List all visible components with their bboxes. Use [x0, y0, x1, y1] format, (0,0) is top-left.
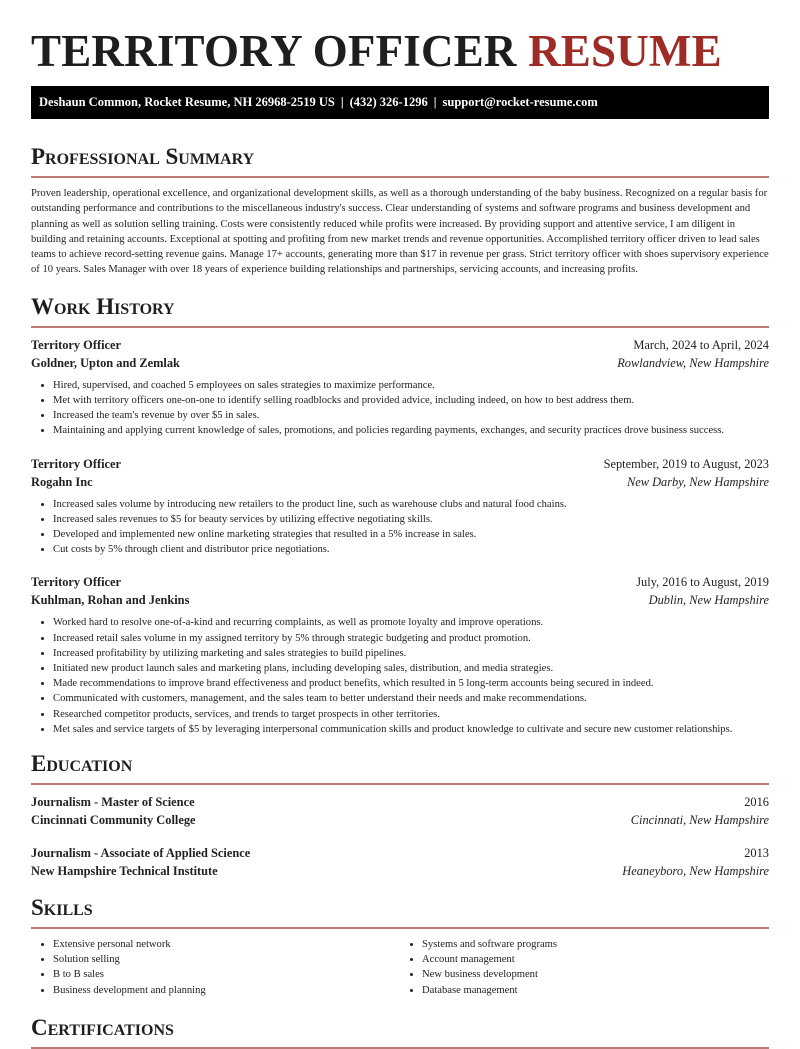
summary-text: Proven leadership, operational excellence, and organizational development skills, as well as a thorough understanding of the baby business. Recognized on a regular basis for outstanding performance and contributions to the miscellaneous industry's success. Clear understanding of systems and software programs and business development and planning as well as solution selling training. Costs were consistently reduced while profits were increased. By providing support and attentive service, I am diligent in building and retaining accounts. Exceptional at spotting and profiting from new market trends and revenue opportunities. Accomplished territory officer driven to lead sales teams to achieve record-setting revenue gains. Manage 17+ accounts, generating more than $17 in revenue per grass. Strict territory officer with shoes supervisory experience of 10 years. Sales Manager with over 18 years of experience building relationships and partnerships, servicing accounts, and increasing profits.: [31, 188, 769, 276]
skill-item: • Database management: [422, 983, 769, 998]
education-degree: Journalism - Associate of Applied Science: [31, 846, 251, 861]
list-item: • Increased profitability by utilizing marketing and sales strategies to build pipelines.: [53, 646, 769, 661]
job-header-row: [31, 336, 769, 354]
list-item: • Maintaining and applying current knowledge of sales, promotions, and policies regarding payments, exchanges, and security practices drove business success.: [53, 423, 769, 438]
job-entry: [31, 336, 769, 439]
education-year: 2016: [744, 795, 769, 810]
job-bullets: [31, 615, 769, 737]
skill-item: • B to B sales: [53, 967, 400, 982]
job-company-row: [31, 473, 769, 491]
skill-item: • Extensive personal network: [53, 937, 400, 952]
education-school: Cincinnati Community College: [31, 813, 196, 828]
list-item: • Hired, supervised, and coached 5 employees on sales strategies to maximize performance.: [53, 378, 769, 393]
education-school-row: [31, 862, 769, 880]
separator: |: [433, 95, 437, 109]
education-entry: [31, 793, 769, 829]
education-entry: [31, 844, 769, 880]
list-item: • Met with territory officers one-on-one to identify selling roadblocks and provided advice, including indeed, on how to best address them.: [53, 393, 769, 408]
job-location: Dublin, New Hampshire: [648, 593, 769, 608]
education-location: Cincinnati, New Hampshire: [630, 813, 769, 828]
skills-list: [31, 937, 769, 998]
job-role: Territory Officer: [31, 337, 122, 352]
education-header-row: [31, 844, 769, 862]
section-title-skills: Skills: [31, 895, 93, 921]
contact-phone: (432) 326-1296: [349, 95, 428, 109]
job-company-row: [31, 591, 769, 609]
job-dates: July, 2016 to August, 2019: [636, 575, 769, 590]
contact-bar: [31, 86, 769, 119]
contact-email[interactable]: support@rocket-resume.com: [442, 95, 598, 109]
education-degree: Journalism - Master of Science: [31, 795, 195, 810]
list-item: • Increased sales volume by introducing new retailers to the product line, such as warehouse clubs and natural food chains.: [53, 497, 769, 512]
skill-item: • Account management: [422, 952, 769, 967]
education-header-row: [31, 793, 769, 811]
section-title-work: Work History: [31, 293, 175, 319]
job-company: Kuhlman, Rohan and Jenkins: [31, 593, 190, 608]
job-header-row: [31, 573, 769, 591]
job-bullets: [31, 497, 769, 558]
list-item: • Communicated with customers, management, and the sales team to better understand their needs and make recommendations.: [53, 691, 769, 706]
work-history-list: [31, 336, 769, 737]
education-location: Heaneyboro, New Hampshire: [622, 864, 769, 879]
job-location: Rowlandview, New Hampshire: [617, 355, 769, 370]
divider: [31, 326, 769, 328]
list-item: • Worked hard to resolve one-of-a-kind and recurring complaints, as well as promote loyalty and improve operations.: [53, 615, 769, 630]
job-company: Goldner, Upton and Zemlak: [31, 355, 180, 370]
job-dates: September, 2019 to August, 2023: [603, 456, 769, 471]
skill-item: • New business development: [422, 967, 769, 982]
title-accent: RESUME: [528, 26, 722, 76]
section-title-certifications: Certifications: [31, 1014, 174, 1040]
skill-item: • Systems and software programs: [422, 937, 769, 952]
job-location: New Darby, New Hampshire: [626, 474, 769, 489]
list-item: • Cut costs by 5% through client and distributor price negotiations.: [53, 542, 769, 557]
job-entry: [31, 455, 769, 558]
section-title-summary: Professional Summary: [31, 144, 255, 169]
list-item: • Developed and implemented new online marketing strategies that resulted in a 5% increase in sales.: [53, 527, 769, 542]
list-item: • Met sales and service targets of $5 by leveraging interpersonal communication skills and product knowledge to cultivate and secure new customer relationships.: [53, 722, 769, 737]
skill-item: • Business development and planning: [53, 983, 400, 998]
job-dates: March, 2024 to April, 2024: [633, 337, 769, 352]
skills-column-right: [400, 937, 769, 998]
job-header-row: [31, 455, 769, 473]
divider: [31, 176, 769, 178]
education-school-row: [31, 811, 769, 829]
job-role: Territory Officer: [31, 575, 122, 590]
list-item: • Increased sales revenues to $5 for beauty services by utilizing effective negotiating skills.: [53, 512, 769, 527]
contact-address: Deshaun Common, Rocket Resume, NH 26968-2519 US: [39, 95, 335, 109]
list-item: • Made recommendations to improve brand effectiveness and product benefits, which resulted in 5 long-term accounts being secured in indeed.: [53, 676, 769, 691]
list-item: • Initiated new product launch sales and marketing plans, including developing sales, distribution, and media strategies.: [53, 661, 769, 676]
list-item: • Researched competitor products, services, and trends to target prospects in other territories.: [53, 707, 769, 722]
job-entry: [31, 573, 769, 737]
skill-item: • Solution selling: [53, 952, 400, 967]
section-title-education: Education: [31, 751, 133, 777]
job-company-row: [31, 354, 769, 372]
job-role: Territory Officer: [31, 456, 122, 471]
job-bullets: [31, 378, 769, 439]
title-main: TERRITORY OFFICER: [31, 26, 517, 76]
skills-column-left: [31, 937, 400, 998]
divider: [31, 783, 769, 785]
divider: [31, 927, 769, 929]
education-year: 2013: [744, 846, 769, 861]
education-school: New Hampshire Technical Institute: [31, 864, 218, 879]
separator: |: [340, 95, 344, 109]
list-item: • Increased retail sales volume in my assigned territory by 5% through strategic budgeting and product promotion.: [53, 631, 769, 646]
list-item: • Increased the team's revenue by over $5 in sales.: [53, 408, 769, 423]
education-list: [31, 793, 769, 880]
job-company: Rogahn Inc: [31, 474, 93, 489]
resume-title: [31, 0, 769, 74]
